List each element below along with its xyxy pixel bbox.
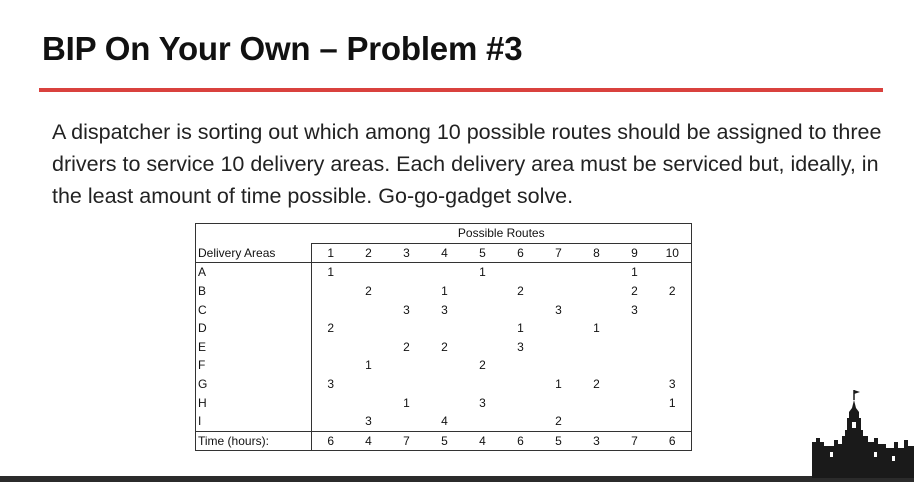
table-cell: 3 — [555, 302, 562, 317]
table-cell — [502, 393, 540, 412]
table-cell: 1 — [517, 321, 524, 336]
table-cell — [464, 300, 502, 319]
table-row — [196, 319, 692, 338]
table-cell — [350, 338, 388, 357]
possible-routes-header: Possible Routes — [312, 224, 692, 244]
table-cell: 1 — [654, 393, 692, 412]
table-cell — [312, 282, 350, 301]
table-cell: 2 — [441, 339, 448, 354]
table-cell: 3 — [479, 395, 486, 410]
table-cell — [464, 282, 502, 301]
table-row — [196, 300, 692, 319]
route-column-header: 8 — [578, 243, 616, 263]
table-cell — [464, 375, 502, 394]
time-cell: 5 — [426, 431, 464, 451]
table-cell — [654, 356, 692, 375]
table-cell — [654, 263, 692, 282]
table-cell: 3 — [403, 302, 410, 317]
table-cell — [388, 412, 426, 431]
table-cell: 1 — [555, 377, 562, 392]
route-column-header: 1 — [312, 243, 350, 263]
table-row — [196, 356, 692, 375]
table-cell — [388, 356, 426, 375]
table-cell — [350, 319, 388, 338]
table-cell — [312, 356, 350, 375]
table-cell: 2 — [327, 321, 335, 336]
table-cell — [350, 393, 388, 412]
delivery-area-label: I — [196, 412, 312, 431]
route-column-header: 7 — [540, 243, 578, 263]
table-cell — [502, 300, 540, 319]
route-column-header: 2 — [350, 243, 388, 263]
delivery-area-label: H — [196, 393, 312, 412]
time-cell: 6 — [654, 431, 692, 451]
table-cell — [654, 412, 692, 431]
problem-description: A dispatcher is sorting out which among 10 possible routes should be assigned to three drivers to service 10 delivery areas. Each delivery area must be serviced but, ideally, in the least amount of time possible. Go-go-gadget solve. — [52, 120, 882, 208]
slide-title: BIP On Your Own – Problem #3 — [42, 30, 523, 67]
table-cell: 1 — [327, 265, 335, 280]
table-cell — [426, 375, 464, 394]
table-cell — [616, 375, 654, 394]
table-cell: 3 — [365, 414, 372, 429]
table-cell — [388, 375, 426, 394]
table-cell: 2 — [365, 284, 372, 299]
table-cell — [540, 393, 578, 412]
delivery-area-label: D — [196, 319, 312, 338]
table-cell: 4 — [441, 414, 448, 429]
delivery-area-label: E — [196, 338, 312, 357]
route-column-header: 3 — [388, 243, 426, 263]
table-cell — [540, 356, 578, 375]
table-row — [196, 263, 692, 282]
table-cell — [578, 393, 616, 412]
time-cell: 4 — [350, 431, 388, 451]
table-cell: 2 — [517, 284, 524, 299]
table-cell: 1 — [365, 358, 372, 373]
table-cell: 2 — [593, 377, 600, 392]
table-cell — [654, 338, 692, 357]
route-column-header: 6 — [502, 243, 540, 263]
table-cell: 1 — [593, 321, 600, 336]
table-cell — [540, 282, 578, 301]
table-cell: 2 — [555, 414, 562, 429]
table-cell — [312, 338, 350, 357]
table-cell — [540, 338, 578, 357]
table-row — [196, 412, 692, 431]
time-cell: 6 — [502, 431, 540, 451]
table-row — [196, 375, 692, 394]
header-corner — [196, 224, 312, 244]
table-cell — [312, 300, 350, 319]
table-cell — [426, 393, 464, 412]
table-cell: 3 — [517, 339, 524, 354]
table-cell — [464, 319, 502, 338]
route-column-header: 4 — [426, 243, 464, 263]
table-cell — [502, 412, 540, 431]
delivery-area-label: A — [196, 263, 312, 282]
time-cell: 7 — [616, 431, 654, 451]
table-cell — [654, 300, 692, 319]
time-cell: 3 — [578, 431, 616, 451]
table-cell — [540, 263, 578, 282]
table-cell: 1 — [631, 265, 638, 280]
table-cell — [502, 375, 540, 394]
table-cell: 2 — [654, 282, 692, 301]
time-cell: 4 — [464, 431, 502, 451]
table-cell — [654, 319, 692, 338]
table-cell: 3 — [327, 377, 335, 392]
footer-bar — [0, 476, 914, 482]
table-cell: 3 — [441, 302, 448, 317]
table-cell — [578, 338, 616, 357]
table-cell: 1 — [441, 284, 448, 299]
table-cell — [464, 412, 502, 431]
table-cell — [616, 356, 654, 375]
table-cell — [502, 263, 540, 282]
routes-table — [195, 223, 692, 451]
table-cell — [540, 319, 578, 338]
title-underline — [39, 88, 883, 92]
table-cell — [312, 412, 350, 431]
table-cell: 1 — [403, 395, 410, 410]
delivery-area-label: C — [196, 300, 312, 319]
delivery-area-label: F — [196, 356, 312, 375]
castle-logo — [812, 390, 914, 478]
table-cell — [578, 282, 616, 301]
table-cell — [578, 356, 616, 375]
table-cell — [578, 412, 616, 431]
table-cell: 2 — [479, 358, 486, 373]
time-cell: 6 — [312, 431, 350, 451]
table-cell — [616, 338, 654, 357]
table-cell — [426, 356, 464, 375]
delivery-area-label: G — [196, 375, 312, 394]
routes-table-container — [195, 223, 692, 451]
table-cell — [578, 300, 616, 319]
delivery-areas-header: Delivery Areas — [196, 243, 312, 263]
time-hours-label: Time (hours): — [196, 431, 312, 451]
time-cell: 5 — [540, 431, 578, 451]
table-cell: 3 — [631, 302, 638, 317]
table-row — [196, 393, 692, 412]
time-total-row — [196, 431, 692, 451]
group-header-row — [196, 224, 692, 244]
table-cell — [388, 263, 426, 282]
table-cell — [616, 319, 654, 338]
table-cell — [388, 319, 426, 338]
table-cell: 1 — [479, 265, 486, 280]
table-cell — [350, 263, 388, 282]
table-cell — [350, 375, 388, 394]
table-row — [196, 338, 692, 357]
table-cell — [502, 356, 540, 375]
time-cell: 7 — [388, 431, 426, 451]
table-cell: 3 — [654, 375, 692, 394]
delivery-area-label: B — [196, 282, 312, 301]
table-row — [196, 282, 692, 301]
table-cell — [350, 300, 388, 319]
table-cell — [616, 412, 654, 431]
table-cell — [578, 263, 616, 282]
table-cell — [426, 263, 464, 282]
column-header-row — [196, 243, 692, 263]
table-cell — [616, 393, 654, 412]
table-cell: 2 — [403, 339, 410, 354]
route-column-header: 10 — [654, 243, 692, 263]
table-cell — [426, 319, 464, 338]
table-cell — [464, 338, 502, 357]
route-column-header: 5 — [464, 243, 502, 263]
table-cell — [312, 393, 350, 412]
table-cell — [388, 282, 426, 301]
table-cell: 2 — [631, 284, 638, 299]
route-column-header: 9 — [616, 243, 654, 263]
